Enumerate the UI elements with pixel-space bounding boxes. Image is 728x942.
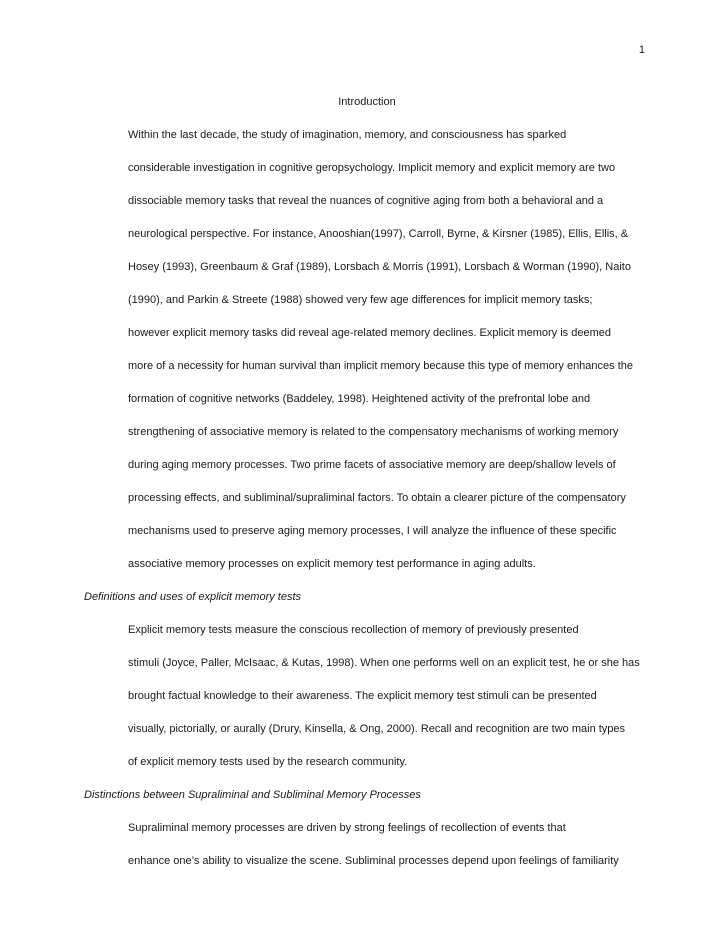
text-line: enhance one’s ability to visualize the scene. Subliminal processes depend upon feelings of familiarity (128, 855, 619, 867)
subheading-supraliminal-subliminal: Distinctions between Supraliminal and Subliminal Memory Processes (84, 789, 421, 801)
text-line: however explicit memory tasks did reveal age-related memory declines. Explicit memory is deemed (128, 327, 611, 339)
text-line: Supraliminal memory processes are driven by strong feelings of recollection of events that (128, 822, 566, 834)
text-line: associative memory processes on explicit memory test performance in aging adults. (128, 558, 536, 570)
text-line: mechanisms used to preserve aging memory processes, I will analyze the influence of these specific (128, 525, 617, 537)
text-line: strengthening of associative memory is related to the compensatory mechanisms of working memory (128, 426, 619, 438)
paragraph-supraliminal (84, 812, 650, 878)
text-line: neurological perspective. For instance, Anooshian(1997), Carroll, Byrne, & Kirsner (1985), Ellis, Ellis, & (128, 228, 629, 240)
text-line: more of a necessity for human survival than implicit memory because this type of memory enhances the (128, 360, 634, 372)
section-title: Introduction (338, 96, 396, 108)
text-line: of explicit memory tests used by the research community. (128, 756, 408, 768)
text-line: considerable investigation in cognitive geropsychology. Implicit memory and explicit memory are two (128, 162, 616, 174)
document-body (84, 86, 650, 878)
text-line: formation of cognitive networks (Baddeley, 1998). Heightened activity of the prefrontal lobe and (128, 393, 591, 405)
paragraph-intro (84, 119, 650, 581)
paragraph-explicit-memory (84, 614, 650, 779)
subheading-explicit-memory-tests: Definitions and uses of explicit memory tests (84, 591, 302, 603)
text-line: Explicit memory tests measure the conscious recollection of memory of previously presented (128, 624, 579, 636)
text-line: dissociable memory tasks that reveal the nuances of cognitive aging from both a behavioral and a (128, 195, 604, 207)
text-line: brought factual knowledge to their awareness. The explicit memory test stimuli can be presented (128, 690, 597, 702)
text-line: Hosey (1993), Greenbaum & Graf (1989), Lorsbach & Morris (1991), Lorsbach & Worman (1990), Naito (128, 261, 631, 273)
text-line: stimuli (Joyce, Paller, McIsaac, & Kutas, 1998). When one performs well on an explicit test, he or she has (128, 657, 640, 669)
page-number: 1 (638, 44, 645, 56)
text-line: visually, pictorially, or aurally (Drury, Kinsella, & Ong, 2000). Recall and recognition are two main types (128, 723, 626, 735)
text-line: processing effects, and subliminal/supraliminal factors. To obtain a clearer picture of the compensatory (128, 492, 626, 504)
text-line: Within the last decade, the study of imagination, memory, and consciousness has sparked (128, 129, 567, 141)
text-line: during aging memory processes. Two prime facets of associative memory are deep/shallow levels of (128, 459, 616, 471)
text-line: (1990), and Parkin & Streete (1988) showed very few age differences for implicit memory tasks; (128, 294, 593, 306)
